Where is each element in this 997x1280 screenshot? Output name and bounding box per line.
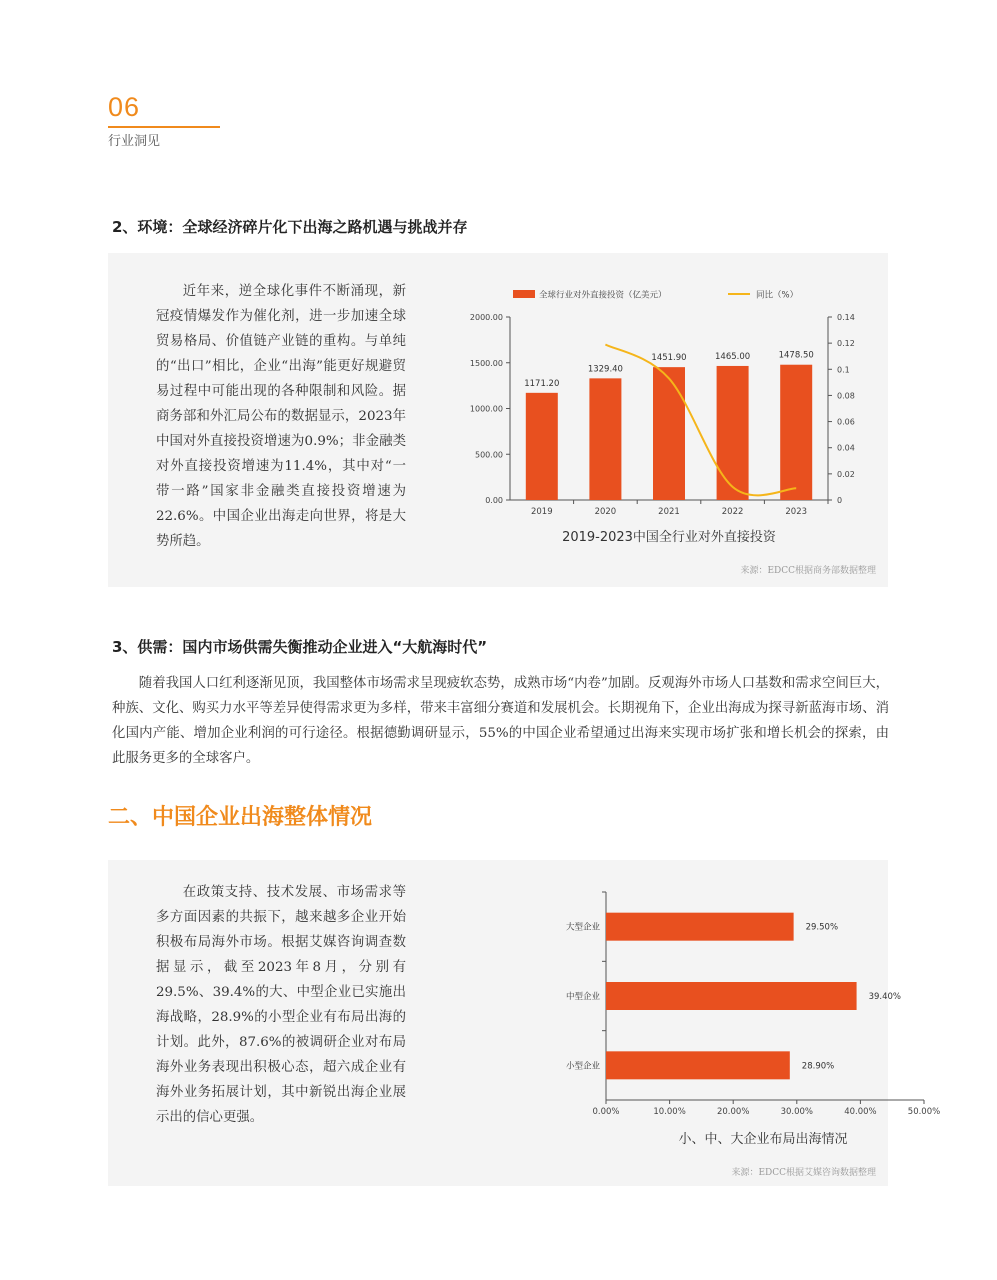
x-tick-label: 2021: [658, 507, 680, 517]
bar-value-label: 29.50%: [805, 922, 839, 933]
bar-value-label: 28.90%: [801, 1061, 835, 1072]
chart2-plot: [566, 892, 940, 1147]
x-tick-label: 2023: [785, 507, 808, 517]
investment-panel: [108, 253, 888, 587]
bar-中型企业: [606, 982, 857, 1010]
bar-大型企业: [606, 913, 794, 941]
section3-heading: 3、供需：国内市场供需失衡推动企业进入“大航海时代”: [112, 638, 488, 656]
x-tick-label: 50.00%: [907, 1107, 941, 1117]
x-tick-label: 2022: [721, 507, 744, 517]
bar-2019: [526, 393, 558, 500]
legend-line-label: 同比（%）: [756, 290, 799, 301]
x-tick-label: 2019: [530, 507, 553, 517]
section2-text: 近年来，逆全球化事件不断涌现，新冠疫情爆发作为催化剂，进一步加速全球贸易格局、价值链产业链的重构。与单纯的“出口”相比，企业“出海”能更好规避贸易过程中可能出现的各种限制和风险。据商务部和外汇局公布的数据显示，2023年中国对外直接投资增速为0.9%；非金融类对外直接投资增速为11.4%，其中对“一带一路”国家非金融类直接投资增速为22.6%。中国企业出海走向世界，将是大势所趋。: [156, 284, 406, 549]
legend-bar-swatch: [513, 290, 535, 298]
x-tick-label: 40.00%: [844, 1107, 877, 1117]
x-tick-label: 2020: [594, 507, 617, 517]
section3-text: 随着我国人口红利逐渐见顶，我国整体市场需求呈现疲软态势，成熟市场“内卷”加剧。反观海外市场人口基数和需求空间巨大，种族、文化、购买力水平等差异使得需求更为多样，带来丰富细分赛道和发展机会。长期视角下，企业出海成为探寻新蓝海市场、消化国内产能、增加企业利润的可行途径。根据德勤调研显示，55%的中国企业希望通过出海来实现市场扩张和增长机会的探索，由此服务更多的全球客户。: [112, 676, 889, 766]
left-tick-label: 1000.00: [469, 404, 503, 414]
section-label: 行业洞见: [108, 134, 161, 149]
y-tick-label: 小型企业: [565, 1061, 600, 1072]
legend-bar-label: 全球行业对外直接投资（亿美元）: [539, 290, 667, 301]
bar-value-label: 1329.40: [587, 364, 623, 375]
investment-chart: [408, 277, 888, 577]
bar-value-label: 39.40%: [868, 992, 902, 1002]
section2-heading: 2、环境：全球经济碎片化下出海之路机遇与挑战并存: [112, 218, 468, 236]
section2-source: 来源：EDCC根据商务部数据整理: [740, 566, 876, 576]
bar-2021: [653, 367, 685, 500]
bar-2020: [589, 378, 621, 500]
right-tick-label: 0.12: [837, 339, 855, 349]
x-tick-label: 20.00%: [716, 1107, 750, 1117]
left-tick-label: 1500.00: [469, 358, 503, 368]
chart1-title: 2019-2023中国全行业对外直接投资: [562, 530, 776, 545]
chart1-plot: [470, 290, 855, 546]
bar-value-label: 1478.50: [778, 350, 814, 361]
enterprise-panel: [108, 860, 941, 1186]
header-rule: [108, 126, 220, 128]
right-tick-label: 0.08: [837, 391, 855, 401]
chapter2-source: 来源：EDCC根据艾媒咨询数据整理: [731, 1168, 876, 1178]
bar-value-label: 1171.20: [524, 378, 560, 389]
y-tick-label: 中型企业: [565, 992, 600, 1002]
chapter2-heading: 二、中国企业出海整体情况: [108, 805, 373, 830]
left-tick-label: 2000.00: [469, 313, 503, 322]
x-tick-label: 10.00%: [653, 1107, 686, 1117]
bar-2022: [717, 366, 749, 500]
y-tick-label: 大型企业: [565, 922, 600, 933]
yoy-line: [605, 344, 796, 495]
bar-2023: [780, 365, 812, 500]
chapter2-text: 在政策支持、技术发展、市场需求等多方面因素的共振下，越来越多企业开始积极布局海外市场。根据艾媒咨询调查数据显示，截至2023年8月，分别有29.5%、39.4%的大、中型企业已实施出海战略，28.9%的小型企业有布局出海的计划。此外，87.6%的被调研企业对布局海外业务表现出积极心态，超六成企业有海外业务拓展计划，其中新锐出海企业展示出的信心更强。: [156, 885, 406, 1125]
right-tick-label: 0: [837, 496, 843, 505]
chart2-title: 小、中、大企业布局出海情况: [678, 1132, 848, 1147]
bar-value-label: 1465.00: [715, 351, 751, 362]
bar-小型企业: [606, 1051, 790, 1079]
page-number: 06: [108, 92, 141, 122]
right-tick-label: 0.04: [837, 443, 855, 453]
right-tick-label: 0.14: [837, 313, 855, 322]
x-tick-label: 30.00%: [780, 1107, 814, 1117]
left-tick-label: 0.00: [485, 496, 503, 505]
x-tick-label: 0.00%: [592, 1107, 620, 1117]
right-tick-label: 0.06: [837, 417, 855, 427]
enterprise-chart: [408, 880, 941, 1180]
right-tick-label: 0.1: [837, 365, 850, 375]
left-tick-label: 500.00: [475, 450, 503, 460]
bar-value-label: 1451.90: [651, 353, 687, 364]
right-tick-label: 0.02: [837, 469, 855, 479]
